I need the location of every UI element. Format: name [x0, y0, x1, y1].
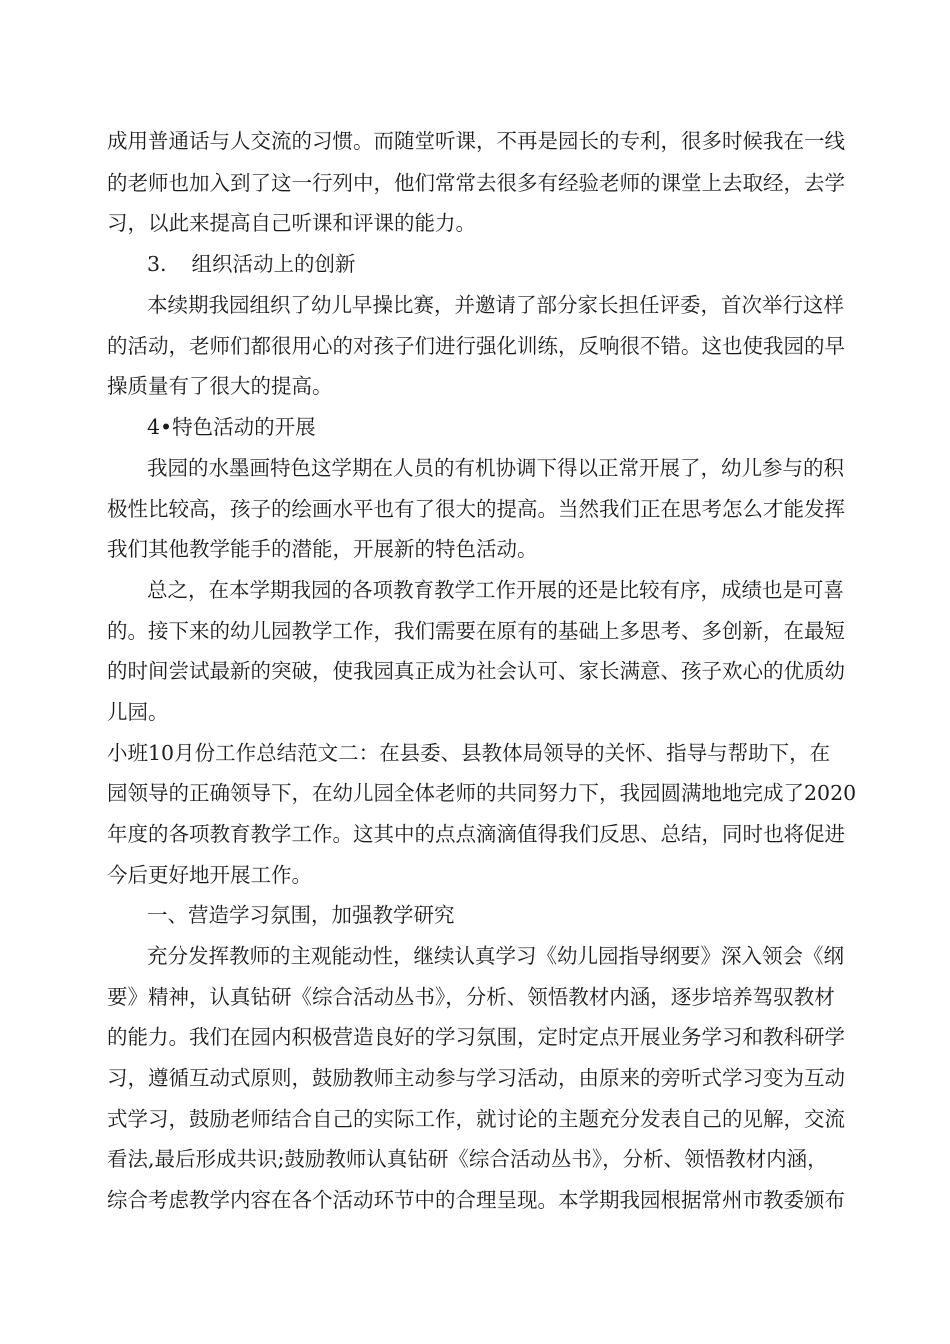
text-line: 本续期我园组织了幼儿早操比赛，并邀请了部分家长担任评委，首次举行这样: [147, 293, 844, 317]
text-line: 操质量有了很大的提高。: [107, 374, 333, 398]
text-line: 年度的各项教育教学工作。这其中的点点滴滴值得我们反思、总结，同时也将促进: [107, 822, 845, 846]
section-number: 3.: [147, 252, 167, 276]
section-heading-4: 4•特色活动的开展: [147, 415, 316, 439]
section-title: 组织活动上的创新: [191, 252, 356, 276]
text-line: 成用普通话与人交流的习惯。而随堂听课，不再是园长的专利，很多时候我在一线: [107, 129, 845, 153]
text-line: 今后更好地开展工作。: [107, 863, 312, 887]
text-line: 要》精神，认真钻研《综合活动丛书》，分析、领悟教材内涵，逐步培养驾驭教材: [107, 985, 835, 1009]
text-line: 式学习，鼓励老师结合自己的实际工作，就讨论的主题充分发表自己的见解，交流: [107, 1107, 845, 1131]
text-line: 总之，在本学期我园的各项教育教学工作开展的还是比较有序，成绩也是可喜: [147, 578, 844, 602]
text-line: 极性比较高，孩子的绘画水平也有了很大的提高。当然我们正在思考怎么才能发挥: [107, 497, 845, 521]
text-line: 的老师也加入到了这一行列中，他们常常去很多有经验老师的课堂上去取经，去学: [107, 171, 845, 195]
text-line: 儿园。: [107, 700, 169, 724]
text-line: 的能力。我们在园内积极营造良好的学习氛围，定时定点开展业务学习和教科研学: [107, 1025, 845, 1049]
text-line: 小班10月份工作总结范文二：在县委、县教体局领导的关怀、指导与帮助下，在: [107, 741, 831, 765]
section-heading-1: 一、营造学习氛围，加强教学研究: [147, 903, 455, 927]
text-line: 园领导的正确领导下，在幼儿园全体老师的共同努力下，我园圆满地地完成了2020: [107, 781, 857, 805]
text-line: 的。接下来的幼儿园教学工作，我们需要在原有的基础上多思考、多创新，在最短: [107, 619, 845, 643]
text-line: 综合考虑教学内容在各个活动环节中的合理呈现。本学期我园根据常州市教委颁布: [107, 1188, 845, 1212]
section-heading-3: [0, 247, 950, 281]
text-line: 充分发挥教师的主观能动性，继续认真学习《幼儿园指导纲要》深入领会《纲: [147, 944, 844, 968]
text-line: 的活动，老师们都很用心的对孩子们进行强化训练，反响很不错。这也使我园的早: [107, 334, 845, 358]
text-line: 我们其他教学能手的潜能，开展新的特色活动。: [107, 537, 538, 561]
text-line: 习，以此来提高自己听课和评课的能力。: [107, 211, 476, 235]
text-line: 习，遵循互动式原则，鼓励教师主动参与学习活动，由原来的旁听式学习变为互动: [107, 1066, 845, 1090]
text-line: 看法,最后形成共识;鼓励教师认真钻研《综合活动丛书》，分析、领悟教材内涵，: [107, 1147, 828, 1171]
text-line: 的时间尝试最新的突破，使我园真正成为社会认可、家长满意、孩子欢心的优质幼: [107, 659, 845, 683]
text-line: 我园的水墨画特色这学期在人员的有机协调下得以正常开展了，幼儿参与的积: [147, 456, 844, 480]
